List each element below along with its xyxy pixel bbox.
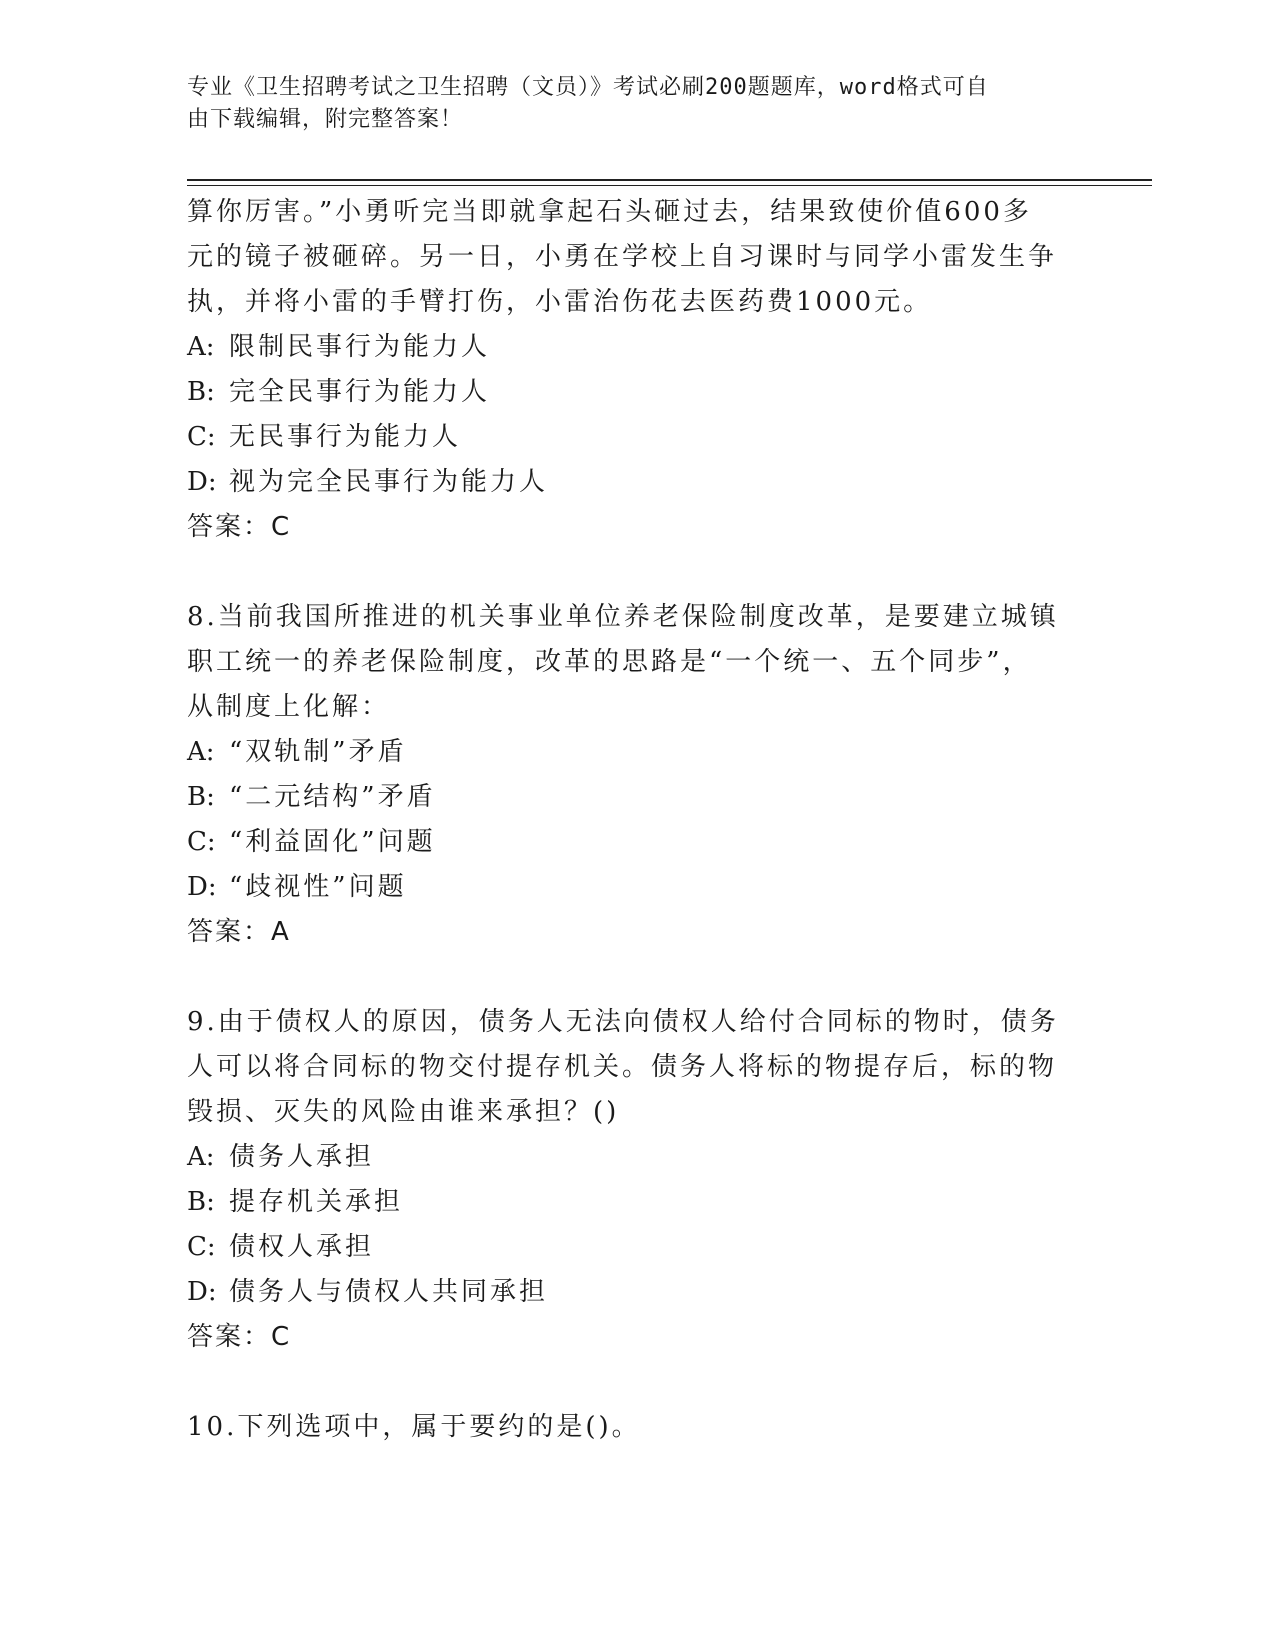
header-divider-thick	[187, 179, 1152, 181]
option-letter: A:	[187, 332, 215, 362]
option-letter: C:	[187, 422, 216, 452]
option-a	[187, 325, 1067, 370]
option-text: “双轨制”矛盾	[229, 737, 407, 767]
option-d	[187, 460, 1067, 505]
question-text-line: 算你厉害。”小勇听完当即就拿起石头砸过去，结果致使价值600多	[187, 197, 1032, 227]
option-text: 提存机关承担	[229, 1187, 404, 1217]
option-letter: D:	[187, 467, 217, 497]
option-d	[187, 1270, 1067, 1315]
option-a	[187, 730, 1067, 775]
option-text: “歧视性”问题	[229, 872, 407, 902]
header-line-2: 由下载编辑，附完整答案！	[187, 107, 464, 132]
option-letter: C:	[187, 1232, 216, 1262]
option-letter: B:	[187, 377, 215, 407]
spacer	[187, 955, 1067, 1000]
option-text: “利益固化”问题	[229, 827, 436, 857]
option-letter: C:	[187, 827, 216, 857]
question-text-line: 10.下列选项中，属于要约的是()。	[187, 1412, 641, 1442]
answer-line: 答案：C	[187, 1322, 292, 1352]
question-text-line: 9.由于债权人的原因，债务人无法向债权人给付合同标的物时，债务	[187, 1007, 1059, 1037]
option-text: 债权人承担	[229, 1232, 375, 1262]
option-c	[187, 820, 1067, 865]
header-line-1: 专业《卫生招聘考试之卫生招聘（文员）》考试必刷200题题库，word格式可自	[187, 75, 989, 100]
answer-line: 答案：A	[187, 917, 291, 947]
option-b	[187, 1180, 1067, 1225]
question-text-line: 毁损、灭失的风险由谁来承担？()	[187, 1097, 620, 1127]
option-text: 视为完全民事行为能力人	[229, 467, 549, 497]
option-letter: B:	[187, 782, 215, 812]
spacer	[187, 550, 1067, 595]
option-a	[187, 1135, 1067, 1180]
option-b	[187, 775, 1067, 820]
option-c	[187, 415, 1067, 460]
option-letter: D:	[187, 872, 217, 902]
option-c	[187, 1225, 1067, 1270]
question-7-continuation	[187, 190, 1067, 550]
answer-line: 答案：C	[187, 512, 292, 542]
option-letter: A:	[187, 1142, 215, 1172]
question-text-line: 元的镜子被砸碎。另一日，小勇在学校上自习课时与同学小雷发生争	[187, 242, 1058, 272]
option-letter: B:	[187, 1187, 215, 1217]
page-header	[187, 72, 1067, 136]
spacer	[187, 1360, 1067, 1405]
question-text-line: 人可以将合同标的物交付提存机关。债务人将标的物提存后，标的物	[187, 1052, 1058, 1082]
question-8	[187, 595, 1067, 955]
document-body	[187, 190, 1067, 1450]
option-text: 债务人与债权人共同承担	[229, 1277, 549, 1307]
question-text-line: 8.当前我国所推进的机关事业单位养老保险制度改革，是要建立城镇	[187, 602, 1059, 632]
question-9	[187, 1000, 1067, 1360]
option-text: 限制民事行为能力人	[229, 332, 491, 362]
question-text-line: 从制度上化解：	[187, 692, 391, 722]
option-d	[187, 865, 1067, 910]
question-text-line: 职工统一的养老保险制度，改革的思路是“一个统一、五个同步”，	[187, 647, 1032, 677]
header-divider-thin	[187, 185, 1152, 186]
option-letter: D:	[187, 1277, 217, 1307]
option-text: 债务人承担	[229, 1142, 375, 1172]
option-letter: A:	[187, 737, 215, 767]
option-text: “二元结构”矛盾	[229, 782, 436, 812]
option-text: 无民事行为能力人	[229, 422, 462, 452]
option-b	[187, 370, 1067, 415]
question-10	[187, 1405, 1067, 1450]
option-text: 完全民事行为能力人	[229, 377, 491, 407]
question-text-line: 执，并将小雷的手臂打伤，小雷治伤花去医药费1000元。	[187, 287, 933, 317]
